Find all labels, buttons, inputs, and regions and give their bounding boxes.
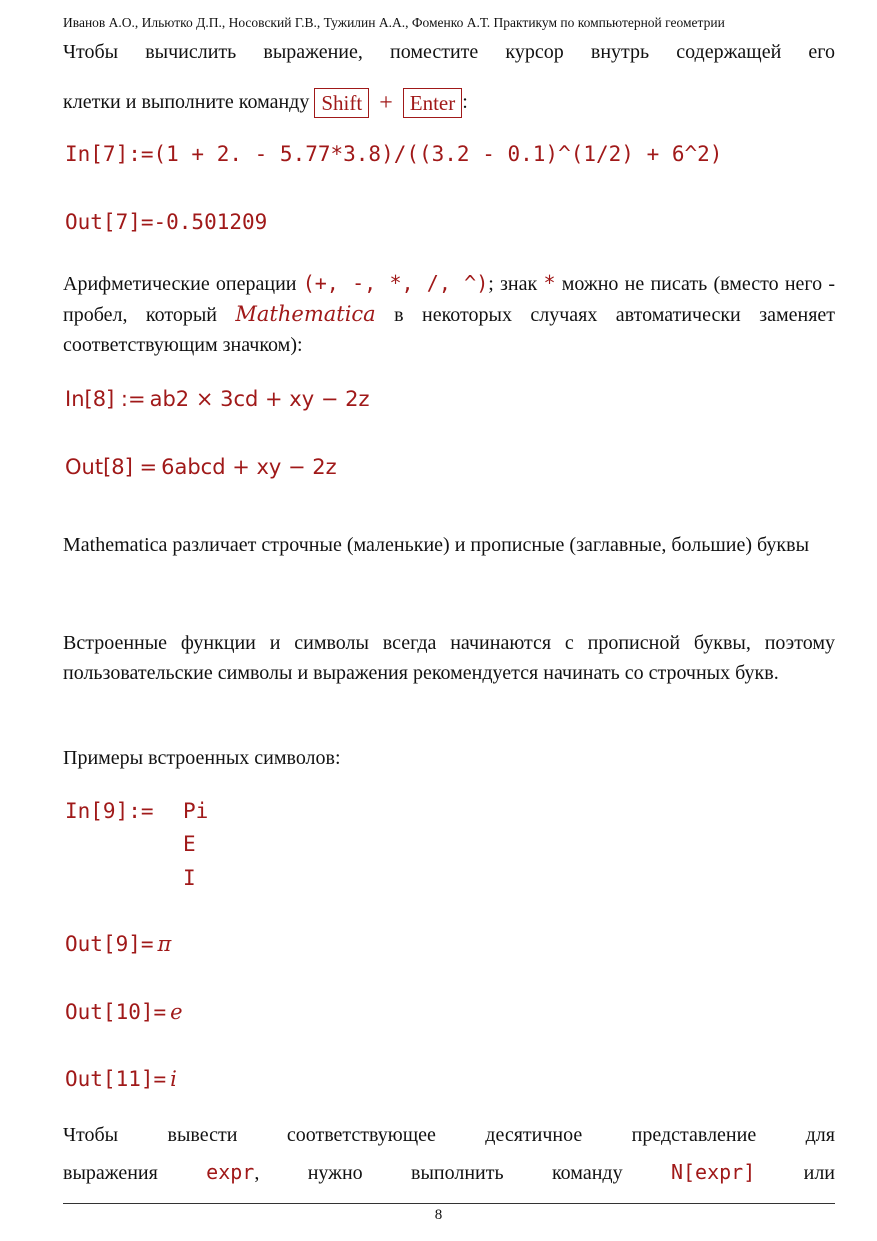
n-expr-code: N[expr] xyxy=(670,1160,756,1184)
output-cell-8 xyxy=(65,455,337,479)
page-header: Иванов А.О., Ильютко Д.П., Носовский Г.В., Тужилин А.А., Фоменко А.Т. Практикум по компьютерной геометрии xyxy=(63,15,725,30)
cell-label: Out[8] = xyxy=(65,455,158,479)
mathematica-name: Mathematica xyxy=(235,302,376,326)
paragraph-line: Чтобы вычислить выражение, поместите курсор внутрь содержащей его xyxy=(63,41,835,63)
paragraph-line xyxy=(63,1157,835,1188)
cell-value: e xyxy=(170,1000,183,1024)
input-cell-9-i: I xyxy=(183,866,196,890)
text: , нужно выполнить команду xyxy=(254,1162,623,1184)
cell-label: Out[10]= xyxy=(65,1000,167,1024)
cell-value: π xyxy=(157,932,172,956)
input-cell-9-pi: Pi xyxy=(183,799,209,823)
output-cell-11 xyxy=(65,1067,177,1091)
shift-key-badge: Shift xyxy=(314,88,369,118)
input-cell-9-e: E xyxy=(183,832,196,856)
input-cell-8 xyxy=(65,387,369,411)
text: или xyxy=(803,1162,836,1184)
text: : xyxy=(462,91,468,113)
paragraph-case-sensitive: Mathematica различает строчные (маленькие) и прописные (заглавные, большие) буквы xyxy=(63,534,810,556)
paragraph-numeric xyxy=(63,1120,835,1188)
text: выражения xyxy=(63,1162,158,1184)
paragraph-line xyxy=(63,87,835,118)
output-cell-7: Out[7]=-0.501209 xyxy=(65,210,268,234)
paragraph-builtin: Встроенные функции и символы всегда начинаются с прописной буквы, поэтому пользовательские символы и выражения рекомендуется начинать со строчных букв. xyxy=(63,632,835,684)
footer-divider xyxy=(63,1203,835,1204)
page-number: 8 xyxy=(434,1207,443,1223)
text: ; знак xyxy=(488,273,538,295)
input-cell-9-label: In[9]:= xyxy=(65,799,154,823)
output-cell-9 xyxy=(65,932,171,956)
cell-label: Out[11]= xyxy=(65,1067,167,1091)
enter-key-badge: Enter xyxy=(403,88,462,118)
text: можно не писать (вместо него - пробел, который xyxy=(63,273,835,326)
paragraph-line: Чтобы вывести соответствующее десятичное представление для xyxy=(63,1124,835,1146)
input-cell-7: In[7]:=(1 + 2. - 5.77*3.8)/((3.2 - 0.1)^(1/2) + 6^2) xyxy=(65,142,723,166)
cell-label: In[8] := xyxy=(65,387,146,411)
text: клетки и выполните команду xyxy=(63,91,310,113)
paragraph-evaluate xyxy=(63,37,835,118)
star-code: * xyxy=(543,271,556,295)
cell-expression: ab2 × 3cd + xy − 2z xyxy=(149,387,370,411)
plus-sign: + xyxy=(379,90,393,117)
text: Арифметические операции xyxy=(63,273,297,295)
operators-code: (+, -, *, /, ^) xyxy=(302,271,489,295)
paragraph-examples: Примеры встроенных символов: xyxy=(63,747,341,769)
cell-value: i xyxy=(170,1067,177,1091)
cell-expression: 6abcd + xy − 2z xyxy=(161,455,337,479)
output-cell-10 xyxy=(65,1000,183,1024)
expr-code: expr xyxy=(206,1160,255,1184)
paragraph-arithmetic xyxy=(63,268,835,360)
text: в некоторых случаях автоматически заменяет соответствующим значком): xyxy=(63,304,836,356)
cell-label: Out[9]= xyxy=(65,932,154,956)
